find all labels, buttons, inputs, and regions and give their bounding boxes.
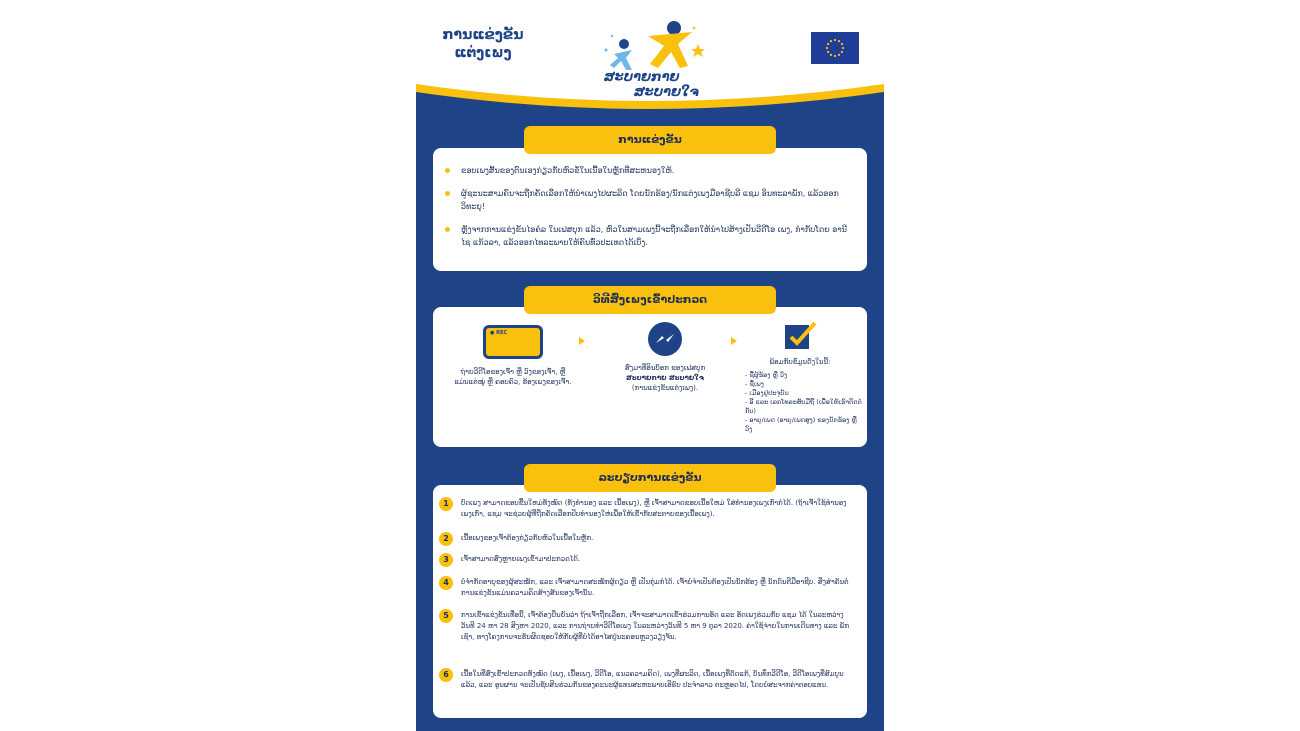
rule-item xyxy=(443,577,855,599)
bullet-item: ຜູ້ຊະນະສາມຄົນຈະຖືກຄັດເລືອກໃຫ້ນໍາເພງໄປຜະລິດ ໂດຍນັກຮ້ອງ/ນັກແຕ່ງເພງມືອາຊີບລີ ແຊມ ອິນທະລາພັກ, ແລ້ວອອກວິທະຍຸ! xyxy=(445,187,853,213)
required-info-item: - ອີ ແລະ ເລກໂທລະສັບມືຖື (ເພື່ອໃຫ້ເຮົາຕິດຕໍ່ກັບ) xyxy=(745,398,862,415)
competition-card xyxy=(433,148,867,271)
step2-page-name: ສະບາຍກາຍ ສະບາຍໃຈ xyxy=(626,374,704,382)
rule-item xyxy=(443,533,855,544)
step-send xyxy=(605,321,725,393)
rule-text: ບົດເພງ ສາມາດຂອບຂື້ນໃຫມ່ທັງໝົດ (ທັງທໍານອງ ແລະ ເນື້ອເພງ), ຫຼື ເຈົ້າສາມາດຂອບເນື້ອໃຫມ່ ໃສ່ທໍານອງເພງເກົ່າກໍໄດ້. (ຖ້າເຈົ້າໃຊ້ທໍານອງເພງເກົ່າ, ແຊມ ຈະຊ່ວຍຜູ້ທີ່ຖືກຄັດເລືອກປັບທໍານອງໃຫ່ເພື່ອໃຫ້ເຂົ້າກັບສະຕາຍຂອງເນື້ອເພງ). xyxy=(461,499,847,518)
rule-number: 4 xyxy=(439,576,453,590)
rule-number: 2 xyxy=(439,532,453,546)
required-info-item: - ອາຍຸ/ເພດ (ອາຍຸ/ເພດສູງ) ຂອງນັກຮ້ອງ ຫຼື ວົງ xyxy=(745,416,857,433)
rule-item xyxy=(443,554,855,565)
rule-item xyxy=(443,498,855,520)
rule-number: 3 xyxy=(439,553,453,567)
rec-label: ● REC xyxy=(490,330,508,336)
required-info-item: - ຊື່ເພງ xyxy=(745,380,764,388)
how-to-enter-card xyxy=(433,307,867,447)
checkbox-icon xyxy=(783,321,817,351)
step2-caption xyxy=(605,363,725,393)
step1-caption: ຖ່າຍວີດີໂອຂອງເຈົ້າ ຫຼື ວົງຂອງເຈົ້າ, ຫຼື ແມ່ນແຕ່ໝູ່ ຫຼື ຄອບຄົວ, ຮ້ອງເພງຂອງເຈົ້າ. xyxy=(454,368,572,386)
messenger-icon xyxy=(647,321,683,357)
bullet-item: ຫຼັງຈາກການແຂ່ງຂັນໄອຄໍລ ໃນເຟສບຸກ ແລ້ວ, ຫົວໃນສາມເພງນີ້ຈະຖືກເລືອກໃຫ້ນໍາໄປສ້າງເປັນວີດີໂອ ເພງ, ກໍາກັບໂດຍ ອານີໄຊ ແກ້ວລາ, ແລ້ວອອກໄທລະພາບໃຫ້ຄົນທົ່ວປະເທດໄດ້ເບິ່ງ. xyxy=(445,223,853,249)
rule-text: ເຈົ້າສາມາດສົ່ງຫຼາຍເພງເຂົ້າມາປະກວດໄດ້. xyxy=(461,555,581,563)
rule-text: ເນື້ອໃນທີ່ສົ່ງເຂົ້າປະກວດທັງໝົດ (ເພງ, ເນື້ອເພງ, ວີດີໂອ, ແນວຄວາມຄິດ), ເພງທີ່ຜະລິດ, ເນື້ອເພງທີ່ດັດແກ້, ບັນທຶກວີດີໂອ, ວີດີໂອເພງທີ່ສົມບູນແລ້ວ, ແລະ ອູນຜານ ຈະເປັນຊັບສິນຮ່ວມກັນຂອງຄະນະຜູ້ແທນສະຫະພາບເອີຣົບ ປະຈໍາລາວ ຕະຫຼອດໄປ, ໂດຍບໍ່ສະຈາກຄ່າຕອບແທນ. xyxy=(461,670,844,689)
rule-number: 5 xyxy=(439,609,453,623)
poster-title: ການແຂ່ງຂັນ ແຕ່ງເພງ xyxy=(442,27,524,61)
rule-text: ເນື້ອເພງຂອງເຈົ້າຕ້ອງກ່ຽວກັບຫົວໃນເນື້ອໃນຫຼັກ. xyxy=(461,534,594,542)
section-heading-how-to-enter: ວິທີສົ່ງເພງເຂົ້າປະກວດ xyxy=(524,286,776,314)
phone-camera-icon xyxy=(483,325,543,359)
required-info-item: - ຊື່ຜູ້ຮ້ອງ ຫຼື ວົງ xyxy=(745,371,788,379)
step2-line-c: (ການແຂ່ງຂັນແຕ່ງເພງ). xyxy=(631,384,699,392)
rule-number: 6 xyxy=(439,668,453,682)
required-info-item: - ເມືອງຢູ່ປະຈຸບັນ xyxy=(745,389,789,397)
arrow-icon xyxy=(579,337,585,345)
poster xyxy=(416,0,884,731)
rule-item xyxy=(443,669,855,691)
logo-line-1: ສະບາຍກາຍ xyxy=(604,70,680,85)
step2-line-a: ສົ່ງມາທີ່ອິນບັອກ ຂອງເຟສບຸກ xyxy=(624,364,706,372)
step3-title: ພ້ອມກັບຂໍ້ມູນດັ່ງໃນນີ້: xyxy=(769,358,831,366)
rule-number: 1 xyxy=(439,497,453,511)
required-info-list xyxy=(735,371,865,434)
step-record xyxy=(453,321,573,387)
section-heading-competition: ການແຂ່ງຂັນ xyxy=(524,126,776,154)
step-info xyxy=(735,321,865,434)
eu-flag-icon xyxy=(811,32,859,64)
rule-text: ການເຂົ້າແຂ່ງຂັນເທື່ອນີ້, ເຈົ້າຕ້ອງຍືນຍັນວ່າ ຖ້າເຈົ້າຖືກເລືອກ, ເຈົ້າຈະສາມາດເຂົ້າຮ່ວມການອັດ ແລະ ອັດເພງຮ່ວມກັບ ແຊມ ໄດ້ ໃນລະຫວ່າງວັນທີ 24 ຫາ 28 ສິງຫາ 2020, ແລະ ການຖ່າຍທໍາວີດີໂອເພງ ໃນລະຫວ່າງວັນທີ 5 ຫາ 9 ຕຸລາ 2020. ຄ່າໃຊ້ຈ່າຍໃນການເດີນທາງ ແລະ ພັກເຊົາ, ທາງໂຄງການຈະຮັບຜິດຊອບໃຫ້ກັບຜູ້ທີ່ບໍ່ໄດ້ອາໄສຢູ່ນະຄອນຫຼວງວຽງຈັນ. xyxy=(461,611,850,641)
logo-line-2: ສະບາຍໃຈ xyxy=(634,85,700,100)
rule-text: ບໍ່ຈໍາກັດອາຍຸຂອງຜູ້ສະໝັກ, ແລະ ເຈົ້າສາມາດສະໝັກຜູ້ດຽວ ຫຼື ເປັນກຸ່ມກໍໄດ້. ເຈົ້າບໍ່ຈໍາເປັນຕ້ອງເປັນນັກຮ້ອງ ຫຼື ນັກດົນຕີມືອາຊີບ. ສິ່ງສໍາຄັນຕໍ່ການແຂ່ງຂັນແມ່ນຄວາມຄິດສ້າງສັນຂອງເຈົ້ານັ້ນ. xyxy=(461,578,849,597)
campaign-logo-text xyxy=(604,70,699,100)
rule-item xyxy=(443,610,855,643)
rules-card xyxy=(433,485,867,718)
competition-bullets xyxy=(433,148,867,249)
section-heading-rules: ລະບຽບການແຂ່ງຂັນ xyxy=(524,464,776,492)
bullet-item: ຂອບເພງສັ້ນຂອງຕົນເອງກ່ຽວກັບຫົວຂໍ້ໃນເນື້ອໃນຫຼັກທີ່ສະຫນອງໃຫ້. xyxy=(445,164,853,177)
